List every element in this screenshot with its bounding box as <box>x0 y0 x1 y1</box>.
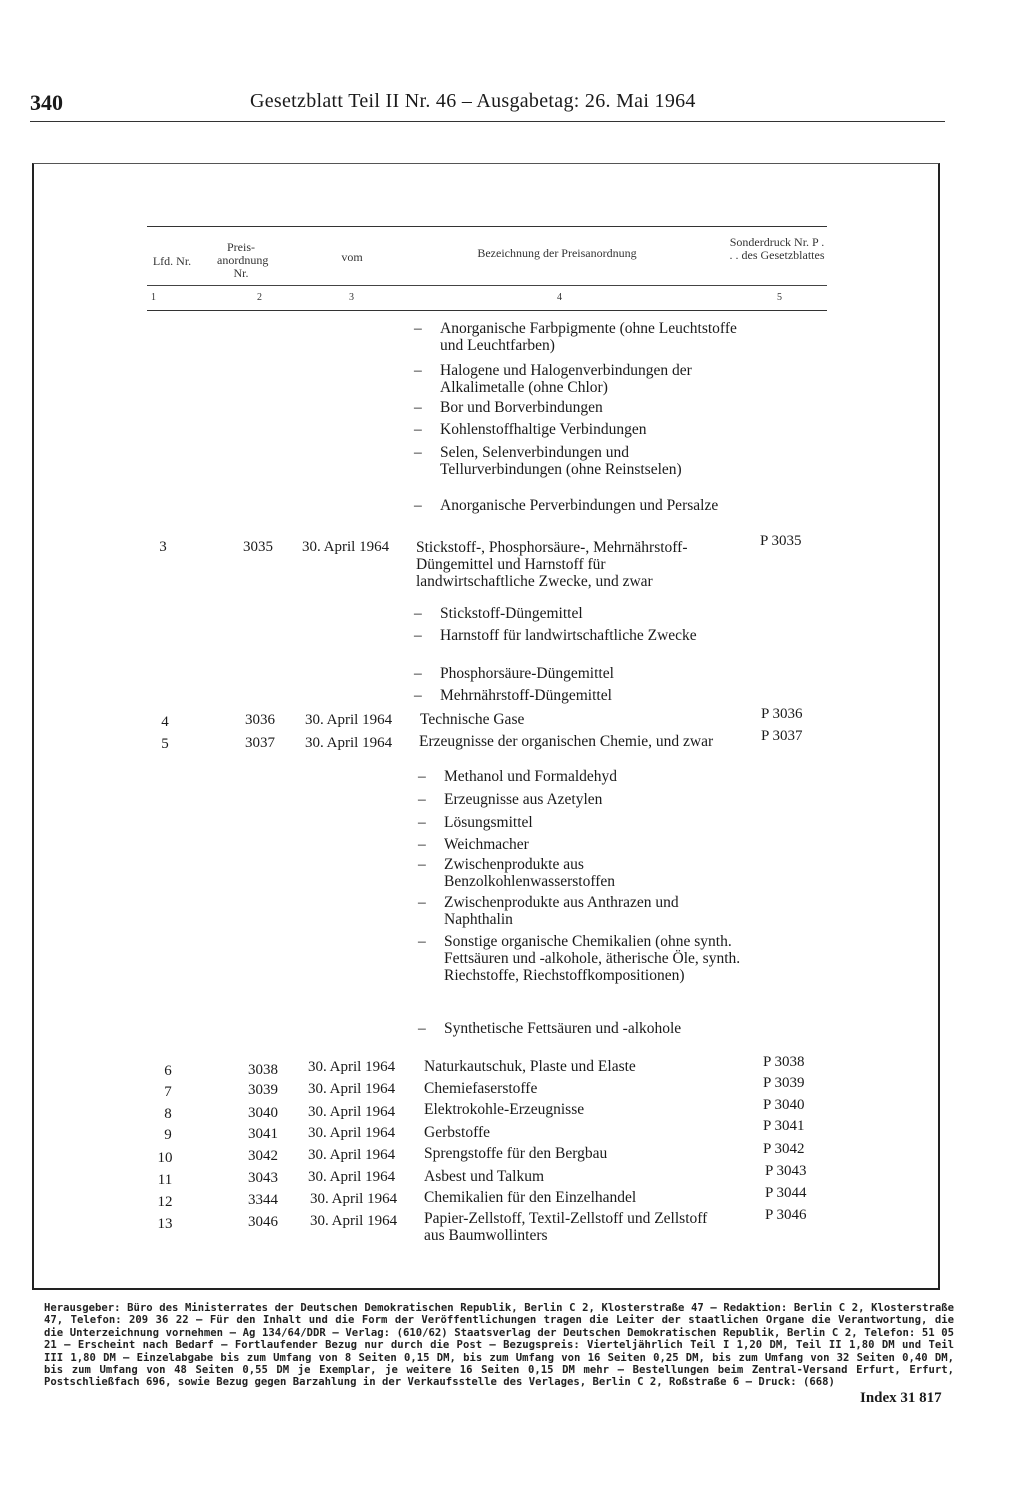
table-row-sonderdruck: P 3046 <box>765 1207 807 1223</box>
table-row-date: 30. April 1964 <box>310 1191 398 1207</box>
list-item: – Mehrnährstoff-Düngemittel <box>414 687 612 704</box>
table-row-sonderdruck: P 3043 <box>765 1163 807 1179</box>
page-title: Gesetzblatt Teil II Nr. 46 – Ausgabetag: 26. Mai 1964 <box>250 90 696 112</box>
table-row-nr: 3344 <box>248 1192 278 1208</box>
table-row-lfd: 12 <box>157 1194 173 1210</box>
table-row-desc: Elektrokohle-Erzeugnisse <box>424 1101 585 1118</box>
list-item: – Lösungsmittel <box>418 814 533 831</box>
table-row-date: 30. April 1964 <box>305 735 393 751</box>
page-number: 340 <box>30 90 63 115</box>
column-number-2: 2 <box>257 292 262 303</box>
table-row-lfd: 6 <box>164 1063 172 1079</box>
table-row-desc: Naturkautschuk, Plaste und Elaste <box>424 1058 636 1075</box>
list-item: – Selen, Selenverbindungen und Tellurverbindungen (ohne Reinstselen) <box>414 444 682 478</box>
column-number-5: 5 <box>777 292 782 303</box>
header-bezeichnung: Bezeichnung der Preisanordnung <box>477 246 637 260</box>
table-row-sonderdruck: P 3044 <box>765 1185 807 1201</box>
table-row-lfd: 3 <box>159 539 167 555</box>
list-item: – Anorganische Perverbindungen und Persalze <box>414 497 719 514</box>
header-preis: Preis-anordnung Nr. <box>217 240 269 280</box>
list-item: – Stickstoff-Düngemittel <box>414 605 583 622</box>
table-row-desc: Stickstoff-, Phosphorsäure-, Mehrnährstoff-Düngemittel und Harnstoff für landwirtschaftliche Zwecke, und zwar <box>416 539 688 590</box>
list-item: – Erzeugnisse aus Azetylen <box>418 791 603 808</box>
header-vom: vom <box>341 250 363 264</box>
list-item: – Anorganische Farbpigmente (ohne Leuchtstoffe und Leuchtfarben) <box>414 320 737 354</box>
table-row-desc: Erzeugnisse der organischen Chemie, und zwar <box>419 733 714 750</box>
table-row-nr: 3040 <box>248 1105 278 1121</box>
table-row-nr: 3042 <box>248 1148 278 1164</box>
table-row-sonderdruck: P 3037 <box>761 728 803 744</box>
table-row-lfd: 9 <box>164 1127 172 1143</box>
table-row-lfd: 5 <box>161 736 169 752</box>
table-row-date: 30. April 1964 <box>308 1059 396 1075</box>
list-item: – Kohlenstoffhaltige Verbindungen <box>414 421 647 438</box>
table-row-nr: 3037 <box>245 735 275 751</box>
table-row-desc: Asbest und Talkum <box>424 1168 545 1185</box>
list-item: – Methanol und Formaldehyd <box>418 768 618 785</box>
table-row-lfd: 13 <box>157 1216 173 1232</box>
table-row-desc: Chemikalien für den Einzelhandel <box>424 1189 637 1206</box>
table-row-date: 30. April 1964 <box>308 1125 396 1141</box>
table-row-desc: Gerbstoffe <box>424 1124 490 1141</box>
table-row-sonderdruck: P 3038 <box>763 1054 805 1070</box>
table-row-date: 30. April 1964 <box>305 712 393 728</box>
header-lfd: Lfd. Nr. <box>152 254 192 268</box>
table-row-lfd: 4 <box>161 714 169 730</box>
table-row-sonderdruck: P 3039 <box>763 1075 805 1091</box>
table-rule-bottom <box>147 310 827 311</box>
table-row-lfd: 11 <box>157 1172 173 1188</box>
list-item: – Synthetische Fettsäuren und -alkohole <box>418 1020 682 1037</box>
list-item: – Bor und Borverbindungen <box>414 399 603 416</box>
list-item: – Phosphorsäure-Düngemittel <box>414 665 614 682</box>
table-rule-mid <box>147 285 827 286</box>
table-row-date: 30. April 1964 <box>310 1213 398 1229</box>
header-sonderdruck: Sonderdruck Nr. P . . . des Gesetzblattes <box>729 235 825 262</box>
table-row-date: 30. April 1964 <box>308 1147 396 1163</box>
table-row-desc: Sprengstoffe für den Bergbau <box>424 1145 608 1162</box>
table-rule-top <box>147 226 827 227</box>
table-row-date: 30. April 1964 <box>302 539 390 555</box>
index-number: Index 31 817 <box>860 1390 942 1406</box>
column-number-1: 1 <box>151 292 156 303</box>
table-row-sonderdruck: P 3036 <box>761 706 803 722</box>
publisher-imprint: Herausgeber: Büro des Ministerrates der Deutschen Demokratischen Republik, Berlin C 2, Klosterstraße 47 – Redaktion: Berlin C 2, Klosterstraße 47, Telefon: 209 36 22 – Für den Inhalt und die Form der Veröffentlichungen tragen die Leiter der staatlichen Organe die Verantwortung, die die Unterzeichnung vornehmen – Ag 134/64/DDR – Verlag: (610/62) Staatsverlag der Deutschen Demokratischen Republik, Berlin C 2, Telefon: 51 05 21 – Erscheint nach Bedarf – Fortlaufender Bezug nur durch die Post – Bezugspreis: Vierteljährlich Teil I 1,20 DM, Teil II 1,80 DM und Teil III 1,80 DM – Einzelabgabe bis zum Umfang von 8 Seiten 0,15 DM, bis zum Umfang von 16 Seiten 0,25 DM, bis zum Umfang von 32 Seiten 0,40 DM, bis zum Umfang von 48 Seiten 0,55 DM je Exemplar, je weitere 16 Seiten 0,15 DM mehr – Bestellungen beim Zentral-Versand Erfurt, Erfurt, Postschließfach 696, sowie Bezug gegen Barzahlung in der Verkaufsstelle des Verlages, Berlin C 2, Roßstraße 6 – Druck: (668) <box>44 1302 954 1389</box>
table-row-sonderdruck: P 3035 <box>760 533 802 549</box>
header-rule <box>30 121 945 122</box>
list-item: – Halogene und Halogenverbindungen der Alkalimetalle (ohne Chlor) <box>414 362 692 396</box>
table-row-nr: 3039 <box>248 1082 278 1098</box>
list-item: – Zwischenprodukte aus Benzolkohlenwasserstoffen <box>418 856 616 890</box>
table-row-lfd: 10 <box>157 1150 173 1166</box>
column-number-4: 4 <box>557 292 562 303</box>
table-row-desc: Technische Gase <box>420 711 525 728</box>
column-number-3: 3 <box>349 292 354 303</box>
table-row-lfd: 8 <box>164 1106 172 1122</box>
table-row-desc: Papier-Zellstoff, Textil-Zellstoff und Zellstoff aus Baumwollinters <box>424 1210 708 1244</box>
table-row-nr: 3046 <box>248 1214 278 1230</box>
table-row-nr: 3038 <box>248 1062 278 1078</box>
table-row-date: 30. April 1964 <box>308 1169 396 1185</box>
table-row-sonderdruck: P 3042 <box>763 1141 805 1157</box>
table-row-nr: 3041 <box>248 1126 278 1142</box>
table-row-lfd: 7 <box>164 1084 172 1100</box>
list-item: – Sonstige organische Chemikalien (ohne synth. Fettsäuren und -alkohole, ätherische Öle, synth. Riechstoffe, Riechstoffkompositionen) <box>418 933 741 984</box>
table-row-date: 30. April 1964 <box>308 1104 396 1120</box>
table-row-desc: Chemiefaserstoffe <box>424 1080 538 1097</box>
list-item: – Zwischenprodukte aus Anthrazen und Naphthalin <box>418 894 679 928</box>
table-row-sonderdruck: P 3040 <box>763 1097 805 1113</box>
table-row-nr: 3043 <box>248 1170 278 1186</box>
table-row-date: 30. April 1964 <box>308 1081 396 1097</box>
list-item: – Harnstoff für landwirtschaftliche Zwecke <box>414 627 697 644</box>
table-row-nr: 3035 <box>243 539 273 555</box>
table-row-sonderdruck: P 3041 <box>763 1118 805 1134</box>
list-item: – Weichmacher <box>418 836 529 853</box>
table-row-nr: 3036 <box>245 712 275 728</box>
